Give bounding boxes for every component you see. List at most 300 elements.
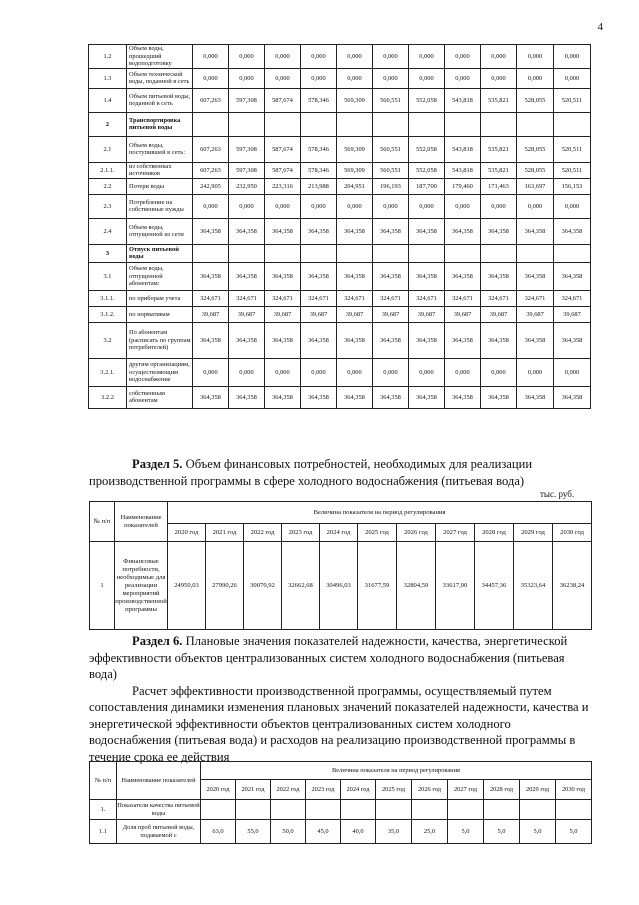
table-row [89, 88, 591, 112]
value-cell [481, 244, 517, 262]
row-code: 2.3 [89, 194, 127, 218]
value-cell: 364,358 [517, 262, 554, 290]
value-cell: 0,000 [265, 45, 301, 69]
value-cell: 569,309 [337, 162, 373, 178]
row-code: 2.2 [89, 178, 127, 194]
value-cell [481, 112, 517, 136]
value-cell: 364,358 [337, 262, 373, 290]
value-cell: 364,358 [481, 322, 517, 358]
value-cell: 0,000 [517, 358, 554, 386]
col-name-header: Наименование показателей [117, 762, 201, 800]
row-code: 1.2 [89, 45, 127, 69]
row-code: 2.4 [89, 218, 127, 244]
table-row [89, 136, 591, 162]
year-header: 2028 год [475, 524, 514, 542]
row-label: Объем технической воды, поданной в сеть [127, 68, 193, 88]
water-balance-table [88, 44, 591, 409]
value-cell: 528,055 [517, 88, 554, 112]
table-row [89, 162, 591, 178]
row-label: Объем воды, отпущенной абонентам: [127, 262, 193, 290]
value-cell: 364,358 [193, 322, 229, 358]
value-cell: 33617,00 [436, 542, 475, 630]
financial-needs-table [89, 501, 592, 630]
value-cell: 5,0 [556, 820, 592, 844]
value-cell: 0,000 [193, 194, 229, 218]
value-cell: 587,674 [265, 88, 301, 112]
value-cell: 364,358 [481, 386, 517, 408]
value-cell [301, 244, 337, 262]
row-label: Потери воды [127, 178, 193, 194]
value-cell: 0,000 [229, 194, 265, 218]
section5-heading-text: Объем финансовых потребностей, необходимых для реализации производственной программы в сфере холодного водоснабжения (питьевая вода) [89, 457, 533, 488]
value-cell: 520,511 [554, 162, 591, 178]
value-cell: 0,000 [337, 68, 373, 88]
value-cell: 39,687 [481, 306, 517, 322]
value-cell: 39,687 [265, 306, 301, 322]
value-cell [229, 244, 265, 262]
value-cell [409, 244, 445, 262]
year-header: 2020 год [168, 524, 206, 542]
value-cell: 364,358 [337, 386, 373, 408]
year-header: 2023 год [282, 524, 320, 542]
year-header: 2025 год [358, 524, 397, 542]
value-cell: 543,818 [445, 88, 481, 112]
value-cell [373, 112, 409, 136]
value-cell: 324,671 [517, 290, 554, 306]
value-cell: 35323,64 [514, 542, 553, 630]
value-cell: 560,551 [373, 136, 409, 162]
value-cell: 364,358 [337, 322, 373, 358]
value-cell: 5,0 [484, 820, 520, 844]
value-cell [554, 244, 591, 262]
value-cell: 39,687 [409, 306, 445, 322]
value-cell: 0,000 [373, 358, 409, 386]
value-cell: 31677,59 [358, 542, 397, 630]
value-cell [554, 112, 591, 136]
section6-paragraph: Расчет эффективности производственной программы, осуществляемый путем сопоставления динамики изменения плановых значений показателей надежности, качества и энергетической эффективности объектов централизованных систем холодного водоснабжения (питьевая вода) и расходов на реализацию производственной программы в течение срока ее действия [89, 683, 589, 764]
value-cell: 364,358 [517, 386, 554, 408]
year-header: 2022 год [271, 780, 306, 800]
value-cell: 223,316 [265, 178, 301, 194]
value-cell [301, 112, 337, 136]
row-label: Объем воды, поступившей в сеть: [127, 136, 193, 162]
row-num: 1 [90, 542, 115, 630]
value-cell: 364,358 [481, 262, 517, 290]
row-code: 2 [89, 112, 127, 136]
value-cell: 364,358 [554, 322, 591, 358]
value-cell: 0,000 [337, 45, 373, 69]
year-header: 2029 год [520, 780, 556, 800]
row-label: Потребление на собственные нужды [127, 194, 193, 218]
value-cell: 324,671 [229, 290, 265, 306]
value-cell: 364,358 [193, 218, 229, 244]
value-cell: 187,700 [409, 178, 445, 194]
section6-heading [89, 633, 591, 765]
value-cell: 364,358 [229, 218, 265, 244]
table-row [89, 290, 591, 306]
value-cell: 552,058 [409, 88, 445, 112]
row-code: 3.2 [89, 322, 127, 358]
row-code: 3.2.1. [89, 358, 127, 386]
value-cell: 39,687 [373, 306, 409, 322]
value-cell [193, 244, 229, 262]
value-cell: 0,000 [301, 358, 337, 386]
value-cell: 0,000 [265, 358, 301, 386]
value-cell: 552,058 [409, 136, 445, 162]
value-cell: 569,309 [337, 136, 373, 162]
value-cell: 364,358 [554, 386, 591, 408]
year-header: 2027 год [436, 524, 475, 542]
value-cell: 34457,36 [475, 542, 514, 630]
table-row [89, 386, 591, 408]
value-cell [201, 800, 236, 820]
value-cell: 0,000 [517, 45, 554, 69]
row-code: 1.3 [89, 68, 127, 88]
value-cell: 364,358 [445, 386, 481, 408]
row-num: 1.1 [90, 820, 117, 844]
value-cell: 364,358 [445, 262, 481, 290]
value-cell: 0,000 [445, 68, 481, 88]
row-name: Доля проб питьевой воды, подаваемой с [117, 820, 201, 844]
value-cell: 587,674 [265, 136, 301, 162]
value-cell: 0,000 [229, 68, 265, 88]
year-header: 2020 год [201, 780, 236, 800]
value-cell: 0,000 [445, 45, 481, 69]
value-cell: 0,000 [373, 68, 409, 88]
value-cell: 242,905 [193, 178, 229, 194]
value-cell: 0,000 [193, 45, 229, 69]
table-row [90, 820, 592, 844]
value-cell: 324,671 [193, 290, 229, 306]
value-cell: 324,671 [265, 290, 301, 306]
year-header: 2027 год [448, 780, 484, 800]
value-cell [265, 112, 301, 136]
value-cell: 0,000 [373, 194, 409, 218]
value-cell: 39,687 [445, 306, 481, 322]
value-cell: 543,818 [445, 162, 481, 178]
value-cell: 364,358 [193, 386, 229, 408]
value-cell: 204,951 [337, 178, 373, 194]
value-cell: 364,358 [229, 262, 265, 290]
row-code: 2.1 [89, 136, 127, 162]
table-row [90, 542, 592, 630]
value-cell: 597,308 [229, 88, 265, 112]
value-cell: 587,674 [265, 162, 301, 178]
value-cell: 0,000 [481, 68, 517, 88]
row-label: Объем воды, прошедший водоподготовку [127, 45, 193, 69]
value-cell: 0,000 [409, 358, 445, 386]
value-cell: 324,671 [409, 290, 445, 306]
value-cell: 364,358 [193, 262, 229, 290]
value-cell: 528,055 [517, 162, 554, 178]
row-label: Объем питьевой воды, поданной в сеть [127, 88, 193, 112]
value-cell: 27990,26 [206, 542, 244, 630]
value-cell: 364,358 [373, 322, 409, 358]
value-cell: 364,358 [554, 218, 591, 244]
value-cell: 163,697 [517, 178, 554, 194]
value-cell: 364,358 [229, 386, 265, 408]
value-cell: 597,308 [229, 136, 265, 162]
value-cell: 364,358 [301, 322, 337, 358]
value-cell [376, 800, 412, 820]
page-number: 4 [597, 21, 603, 33]
value-cell: 39,687 [301, 306, 337, 322]
value-cell: 364,358 [265, 218, 301, 244]
value-cell: 25,0 [412, 820, 448, 844]
value-cell: 39,687 [337, 306, 373, 322]
row-num: 1. [90, 800, 117, 820]
value-cell: 578,346 [301, 136, 337, 162]
value-cell: 5,0 [520, 820, 556, 844]
value-cell: 50,0 [271, 820, 306, 844]
year-header: 2021 год [236, 780, 271, 800]
value-cell: 0,000 [481, 194, 517, 218]
col-num-header: № п/п [90, 502, 115, 542]
year-header: 2021 год [206, 524, 244, 542]
value-cell [517, 112, 554, 136]
year-header: 2029 год [514, 524, 553, 542]
table-row [89, 322, 591, 358]
value-cell: 179,460 [445, 178, 481, 194]
value-cell: 0,000 [265, 68, 301, 88]
value-cell: 364,358 [409, 322, 445, 358]
value-cell [484, 800, 520, 820]
section5-heading-title: Раздел 5. [132, 457, 183, 471]
value-cell [520, 800, 556, 820]
table-row [89, 112, 591, 136]
value-cell: 30496,03 [320, 542, 358, 630]
row-code: 3.1.1. [89, 290, 127, 306]
value-cell: 0,000 [265, 194, 301, 218]
value-cell: 560,551 [373, 88, 409, 112]
quality-indicators-table [89, 761, 592, 844]
value-cell: 535,821 [481, 88, 517, 112]
table-row [89, 68, 591, 88]
value-cell: 24950,03 [168, 542, 206, 630]
value-cell: 39,687 [229, 306, 265, 322]
value-cell: 232,950 [229, 178, 265, 194]
section5-heading [89, 456, 591, 490]
year-header: 2022 год [244, 524, 282, 542]
value-cell: 364,358 [337, 218, 373, 244]
row-label: из собственных источников [127, 162, 193, 178]
value-cell: 552,058 [409, 162, 445, 178]
value-cell: 0,000 [337, 194, 373, 218]
value-cell: 35,0 [376, 820, 412, 844]
value-cell: 0,000 [337, 358, 373, 386]
table-row [89, 45, 591, 69]
value-cell: 364,358 [409, 218, 445, 244]
value-cell: 364,358 [301, 386, 337, 408]
table-row [90, 800, 592, 820]
value-cell [556, 800, 592, 820]
value-cell: 63,0 [201, 820, 236, 844]
col-name-header: Наименование показателей [115, 502, 168, 542]
row-code: 3.2.2 [89, 386, 127, 408]
value-cell: 0,000 [301, 194, 337, 218]
value-cell: 597,308 [229, 162, 265, 178]
value-cell: 156,153 [554, 178, 591, 194]
value-cell: 528,055 [517, 136, 554, 162]
value-cell: 32662,68 [282, 542, 320, 630]
value-cell: 364,358 [301, 262, 337, 290]
value-cell: 5,0 [448, 820, 484, 844]
value-cell: 364,358 [373, 262, 409, 290]
value-cell: 196,193 [373, 178, 409, 194]
section6-heading-text: Плановые значения показателей надежности, качества, энергетической эффективности объектов централизованных систем холодного водоснабжения (питьевая вода) [89, 634, 568, 681]
value-cell: 0,000 [409, 68, 445, 88]
value-cell: 520,511 [554, 88, 591, 112]
value-cell: 324,671 [481, 290, 517, 306]
value-cell: 364,358 [373, 386, 409, 408]
value-cell: 364,358 [445, 322, 481, 358]
value-cell: 364,358 [517, 322, 554, 358]
row-name: Финансовые потребности, необходимые для реализации мероприятий производственной программы [115, 542, 168, 630]
value-cell: 55,0 [236, 820, 271, 844]
row-label: по нормативам [127, 306, 193, 322]
year-header: 2025 год [376, 780, 412, 800]
value-cell: 607,263 [193, 136, 229, 162]
row-label: Транспортировка питьевой воды [127, 112, 193, 136]
value-cell [445, 112, 481, 136]
row-label: другим организациям, осуществляющим водоснабжение [127, 358, 193, 386]
value-cell: 40,0 [341, 820, 376, 844]
value-cell: 0,000 [554, 194, 591, 218]
value-cell: 578,346 [301, 88, 337, 112]
row-code: 3 [89, 244, 127, 262]
value-cell: 364,358 [409, 386, 445, 408]
row-name: Показатели качества питьевой воды [117, 800, 201, 820]
value-cell: 324,671 [301, 290, 337, 306]
table-row [89, 262, 591, 290]
value-cell: 607,263 [193, 88, 229, 112]
value-cell: 324,671 [445, 290, 481, 306]
value-cell [229, 112, 265, 136]
col-num-header: № п/п [90, 762, 117, 800]
value-cell: 324,671 [373, 290, 409, 306]
table-row [89, 306, 591, 322]
value-cell: 520,511 [554, 136, 591, 162]
value-cell: 364,358 [229, 322, 265, 358]
value-cell: 364,358 [265, 262, 301, 290]
value-cell: 0,000 [301, 68, 337, 88]
value-cell: 213,988 [301, 178, 337, 194]
value-cell: 324,671 [337, 290, 373, 306]
value-cell [306, 800, 341, 820]
value-cell: 364,358 [265, 386, 301, 408]
row-code: 3.1 [89, 262, 127, 290]
value-cell: 569,309 [337, 88, 373, 112]
value-cell [373, 244, 409, 262]
table-row [89, 178, 591, 194]
value-cell: 0,000 [554, 68, 591, 88]
value-cell: 0,000 [517, 194, 554, 218]
value-cell: 32804,59 [397, 542, 436, 630]
value-cell: 535,821 [481, 136, 517, 162]
value-cell: 364,358 [265, 322, 301, 358]
value-cell [409, 112, 445, 136]
value-cell: 39,687 [193, 306, 229, 322]
value-cell: 0,000 [229, 45, 265, 69]
table-row [89, 358, 591, 386]
value-cell: 39,687 [517, 306, 554, 322]
currency-unit: тыс. руб. [540, 489, 575, 499]
table-row [89, 194, 591, 218]
row-label: Отпуск питьевой воды [127, 244, 193, 262]
value-cell: 30070,92 [244, 542, 282, 630]
value-cell: 0,000 [193, 358, 229, 386]
value-cell: 39,687 [554, 306, 591, 322]
value-cell: 0,000 [481, 358, 517, 386]
value-cell: 578,346 [301, 162, 337, 178]
value-cell [337, 244, 373, 262]
row-label: собственным абонентам [127, 386, 193, 408]
value-cell [271, 800, 306, 820]
value-cell: 0,000 [409, 45, 445, 69]
value-cell [193, 112, 229, 136]
value-cell: 0,000 [229, 358, 265, 386]
year-header: 2024 год [320, 524, 358, 542]
row-code: 2.1.1. [89, 162, 127, 178]
year-header: 2030 год [553, 524, 592, 542]
value-cell [517, 244, 554, 262]
value-cell: 0,000 [373, 45, 409, 69]
row-label: по приборам учета [127, 290, 193, 306]
table-row [89, 218, 591, 244]
value-cell: 535,821 [481, 162, 517, 178]
value-cell: 45,0 [306, 820, 341, 844]
year-header: 2028 год [484, 780, 520, 800]
value-cell: 0,000 [554, 45, 591, 69]
value-cell: 364,358 [409, 262, 445, 290]
value-cell: 0,000 [409, 194, 445, 218]
value-cell [445, 244, 481, 262]
value-cell: 607,263 [193, 162, 229, 178]
col-group-header: Величина показателя на период регулирования [168, 502, 592, 524]
row-code: 1.4 [89, 88, 127, 112]
value-cell: 364,358 [445, 218, 481, 244]
value-cell: 364,358 [373, 218, 409, 244]
value-cell: 0,000 [554, 358, 591, 386]
value-cell [236, 800, 271, 820]
value-cell [341, 800, 376, 820]
year-header: 2026 год [412, 780, 448, 800]
row-code: 3.1.2. [89, 306, 127, 322]
value-cell [412, 800, 448, 820]
value-cell: 0,000 [517, 68, 554, 88]
row-label: Объем воды, отпущенной из сети [127, 218, 193, 244]
section6-heading-title: Раздел 6. [132, 634, 183, 648]
year-header: 2023 год [306, 780, 341, 800]
row-label: По абонентам (расписать по группам потребителей) [127, 322, 193, 358]
value-cell: 0,000 [301, 45, 337, 69]
year-header: 2026 год [397, 524, 436, 542]
value-cell: 364,358 [554, 262, 591, 290]
value-cell: 0,000 [445, 358, 481, 386]
table-row [89, 244, 591, 262]
value-cell: 364,358 [481, 218, 517, 244]
value-cell [337, 112, 373, 136]
year-header: 2024 год [341, 780, 376, 800]
value-cell: 364,358 [301, 218, 337, 244]
value-cell: 324,671 [554, 290, 591, 306]
value-cell: 543,818 [445, 136, 481, 162]
value-cell: 0,000 [481, 45, 517, 69]
value-cell [448, 800, 484, 820]
year-header: 2030 год [556, 780, 592, 800]
value-cell: 560,551 [373, 162, 409, 178]
value-cell: 0,000 [445, 194, 481, 218]
